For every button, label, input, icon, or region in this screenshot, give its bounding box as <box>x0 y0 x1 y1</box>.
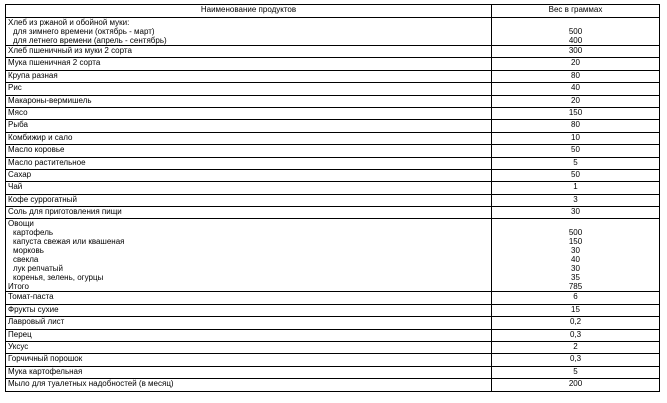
vegetable-label: свекла <box>13 255 39 265</box>
table-row <box>6 83 660 95</box>
table-row <box>6 194 660 206</box>
vegetables-name-cell <box>6 219 492 292</box>
bread-rye-name-cell <box>6 18 492 46</box>
vegetable-label: капуста свежая или квашеная <box>13 237 125 247</box>
table-row <box>6 329 660 341</box>
row-name: Сахар <box>6 169 492 181</box>
row-value: 2 <box>492 342 660 354</box>
bread-rye-row <box>6 18 660 46</box>
header-weight: Вес в граммах <box>492 5 660 18</box>
vegetable-label: морковь <box>13 246 44 256</box>
row-name: Крупа разная <box>6 70 492 82</box>
table-row <box>6 317 660 329</box>
header-row <box>6 5 660 18</box>
row-value: 150 <box>492 107 660 119</box>
row-name: Хлеб пшеничный из муки 2 сорта <box>6 46 492 58</box>
row-value: 30 <box>492 207 660 219</box>
vegetables-total-label: Итого <box>8 282 29 292</box>
row-name: Уксус <box>6 342 492 354</box>
row-value: 0,3 <box>492 354 660 366</box>
row-value: 20 <box>492 58 660 70</box>
table-row <box>6 169 660 181</box>
vegetables-row <box>6 219 660 292</box>
bread-rye-summer-label: для летнего времени (апрель - сентябрь) <box>13 36 167 45</box>
vegetable-label: коренья, зелень, огурцы <box>13 273 104 283</box>
table-row <box>6 95 660 107</box>
row-value: 0,2 <box>492 317 660 329</box>
row-name: Рыба <box>6 120 492 132</box>
vegetable-label: картофель <box>13 228 54 238</box>
row-name: Мясо <box>6 107 492 119</box>
vegetables-value-cell <box>492 219 660 292</box>
row-value: 300 <box>492 46 660 58</box>
table-row <box>6 304 660 316</box>
row-name: Томат-паста <box>6 292 492 304</box>
vegetable-label: лук репчатый <box>13 264 63 274</box>
header-product-name: Наименование продуктов <box>6 5 492 18</box>
bread-rye-winter-label: для зимнего времени (октябрь - март) <box>13 27 155 36</box>
vegetable-value: 30 <box>571 246 580 256</box>
row-value: 5 <box>492 157 660 169</box>
row-value: 0,3 <box>492 329 660 341</box>
row-value: 6 <box>492 292 660 304</box>
table-row <box>6 182 660 194</box>
table-row <box>6 342 660 354</box>
row-value: 200 <box>492 379 660 391</box>
table-row <box>6 58 660 70</box>
vegetable-value: 150 <box>568 237 583 247</box>
row-name: Мука пшеничная 2 сорта <box>6 58 492 70</box>
row-name: Кофе суррогатный <box>6 194 492 206</box>
table-row <box>6 132 660 144</box>
row-name: Макароны-вермишель <box>6 95 492 107</box>
row-name: Масло растительное <box>6 157 492 169</box>
row-name: Лавровый лист <box>6 317 492 329</box>
table-row <box>6 366 660 378</box>
bread-rye-title: Хлеб из ржаной и обойной муки: <box>8 18 130 27</box>
row-name: Соль для приготовления пищи <box>6 207 492 219</box>
row-value: 80 <box>492 70 660 82</box>
vegetable-value: 500 <box>568 228 583 238</box>
row-value: 40 <box>492 83 660 95</box>
row-value: 1 <box>492 182 660 194</box>
row-name: Масло коровье <box>6 145 492 157</box>
row-name: Перец <box>6 329 492 341</box>
table-row <box>6 46 660 58</box>
table-row <box>6 354 660 366</box>
table-row <box>6 292 660 304</box>
food-norms-table <box>5 4 660 392</box>
row-name: Фрукты сухие <box>6 304 492 316</box>
row-name: Мука картофельная <box>6 366 492 378</box>
row-value: 50 <box>492 145 660 157</box>
table-row <box>6 145 660 157</box>
row-value: 20 <box>492 95 660 107</box>
table-row <box>6 379 660 391</box>
vegetables-total-value: 785 <box>568 282 583 292</box>
bread-rye-winter-value: 500 <box>568 27 583 36</box>
table-row <box>6 120 660 132</box>
row-name: Горчичный порошок <box>6 354 492 366</box>
vegetables-title: Овощи <box>8 219 34 229</box>
table-row <box>6 157 660 169</box>
row-name: Мыло для туалетных надобностей (в месяц) <box>6 379 492 391</box>
table-row <box>6 207 660 219</box>
row-value: 5 <box>492 366 660 378</box>
vegetable-value: 35 <box>571 273 580 283</box>
row-name: Чай <box>6 182 492 194</box>
vegetable-value: 30 <box>571 264 580 274</box>
row-value: 50 <box>492 169 660 181</box>
table-row <box>6 107 660 119</box>
row-name: Комбижир и сало <box>6 132 492 144</box>
bread-rye-value-cell <box>492 18 660 46</box>
bread-rye-summer-value: 400 <box>568 36 583 45</box>
row-value: 10 <box>492 132 660 144</box>
row-value: 80 <box>492 120 660 132</box>
row-value: 3 <box>492 194 660 206</box>
row-name: Рис <box>6 83 492 95</box>
table-row <box>6 70 660 82</box>
row-value: 15 <box>492 304 660 316</box>
vegetable-value: 40 <box>571 255 580 265</box>
